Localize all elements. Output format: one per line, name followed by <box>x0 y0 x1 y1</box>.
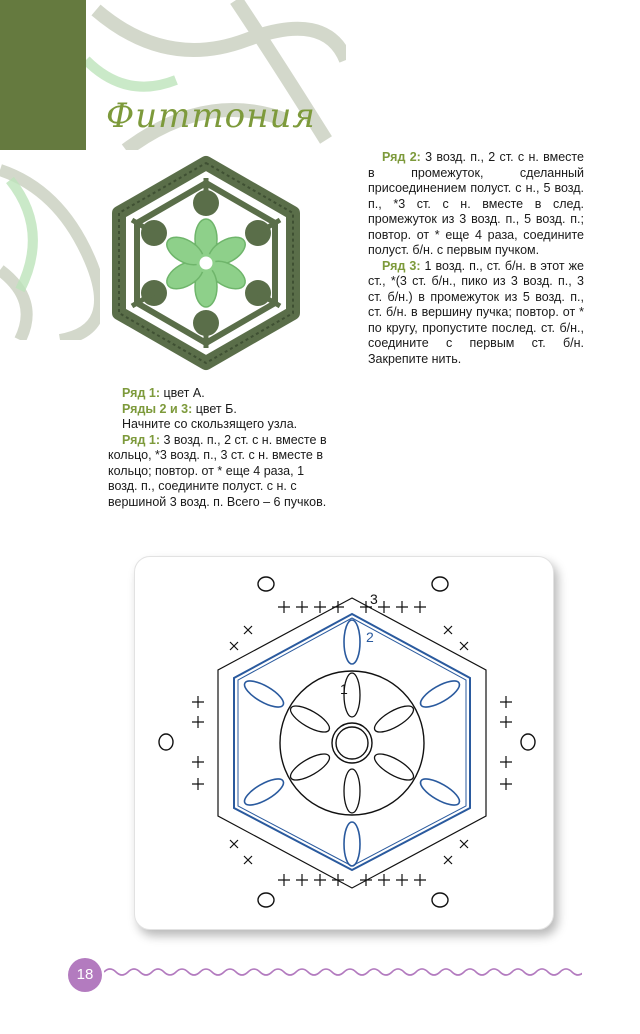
instructions-left-column <box>108 386 336 510</box>
row1-text: 3 возд. п., 2 ст. с н. вместе в кольцо, *3 возд. п., 3 ст. с н. вместе в кольцо; повтор. от * еще 4 раза, 1 возд. п., соедините полуст. с н. с вершиной 3 возд. п. Всего – 6 пучков. <box>108 432 327 509</box>
page-title: Фиттония <box>106 96 316 136</box>
row3-label: Ряд 3: <box>382 258 421 273</box>
header-color-block <box>0 0 86 150</box>
start-text: Начните со скользящего узла. <box>122 417 298 431</box>
row2-label: Ряд 2: <box>382 150 421 164</box>
row3-text: 1 возд. п., ст. б/н. в этот же ст., *(3 ст. б/н., пико из 3 возд. п., 3 ст. б/н.) в промежуток из 5 возд. п., ст. б/н. в вершину пучка; повтор. от * по кругу, пропустите послед. ст. б/н., соедините с первым ст. б/н. Закрепите нить. <box>368 258 584 366</box>
row2-text: 3 возд. п., 2 ст. с н. вместе в промежуток, сделанный присоединением полуст. с н., 5 возд. п., *3 ст. с н. вместе в след. промежуток из 3 возд. п., 5 возд. п.; повтор. от * еще 4 раза, соедините полуст. б/н. с первым пучком. <box>368 150 584 257</box>
chart-black-clusters <box>287 673 417 813</box>
row1-label: Ряд 1: <box>122 432 160 447</box>
row1-color-text: цвет А. <box>163 386 205 400</box>
chart-row-label-2: 2 <box>366 629 374 645</box>
chart-stitch-crosses <box>192 601 512 886</box>
chart-row-label-3: 3 <box>370 591 378 607</box>
row1-color-label: Ряд 1: <box>122 386 160 400</box>
chart-black-hexagon <box>218 598 486 888</box>
crochet-chart <box>134 556 554 930</box>
chart-blue-hexagon <box>234 614 470 870</box>
background-yarn-photo-left <box>0 150 100 340</box>
rows23-text: цвет Б. <box>195 401 237 416</box>
chart-row-label-1: 1 <box>340 681 348 697</box>
footer-wave-line <box>104 962 582 982</box>
instructions-right-column <box>368 150 584 367</box>
crochet-motif-photo <box>96 152 316 374</box>
rows23-label: Ряды 2 и 3: <box>122 401 193 416</box>
chart-black-circle <box>280 671 424 815</box>
page-number: 18 <box>68 958 102 992</box>
